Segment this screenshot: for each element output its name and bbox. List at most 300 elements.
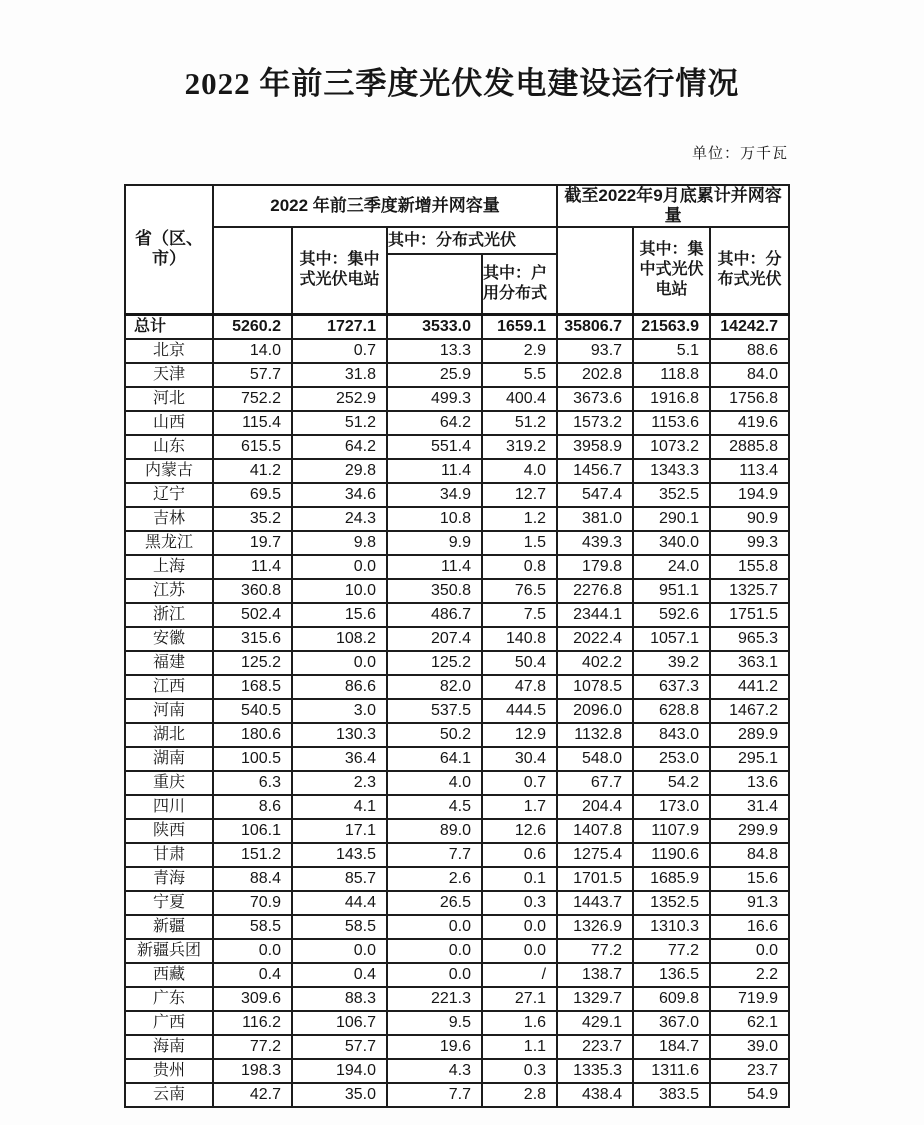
table-row — [125, 579, 789, 603]
value-cell: 202.8 — [557, 363, 633, 387]
subheader-cumulative-centralized: 其中：集中式光伏电站 — [633, 227, 710, 314]
table-row — [125, 675, 789, 699]
value-cell: 198.3 — [213, 1059, 292, 1083]
value-cell: 383.5 — [633, 1083, 710, 1107]
value-cell: 70.9 — [213, 891, 292, 915]
value-cell: 10.8 — [387, 507, 482, 531]
value-cell: 402.2 — [557, 651, 633, 675]
value-cell: 2.3 — [292, 771, 387, 795]
value-cell: 14.0 — [213, 339, 292, 363]
table-row — [125, 699, 789, 723]
table-row — [125, 627, 789, 651]
value-cell: 441.2 — [710, 675, 789, 699]
value-cell: 173.0 — [633, 795, 710, 819]
table-row — [125, 507, 789, 531]
value-cell: 90.9 — [710, 507, 789, 531]
value-cell: 547.4 — [557, 483, 633, 507]
value-cell: 50.2 — [387, 723, 482, 747]
province-cell: 青海 — [125, 867, 213, 891]
value-cell: 537.5 — [387, 699, 482, 723]
value-cell: 1751.5 — [710, 603, 789, 627]
value-cell: 1153.6 — [633, 411, 710, 435]
value-cell: 35.2 — [213, 507, 292, 531]
value-cell: 58.5 — [292, 915, 387, 939]
value-cell: 0.0 — [292, 555, 387, 579]
value-cell: 21563.9 — [633, 314, 710, 339]
table-row — [125, 459, 789, 483]
value-cell: 548.0 — [557, 747, 633, 771]
province-cell: 黑龙江 — [125, 531, 213, 555]
value-cell: 1407.8 — [557, 819, 633, 843]
value-cell: 4.0 — [387, 771, 482, 795]
province-cell: 陕西 — [125, 819, 213, 843]
value-cell: 319.2 — [482, 435, 557, 459]
value-cell: 1275.4 — [557, 843, 633, 867]
value-cell: 221.3 — [387, 987, 482, 1011]
blank-header-cell-cumulative-total — [557, 227, 633, 314]
value-cell: 0.0 — [292, 939, 387, 963]
value-cell: 7.7 — [387, 1083, 482, 1107]
value-cell: 151.2 — [213, 843, 292, 867]
value-cell: 1107.9 — [633, 819, 710, 843]
value-cell: 23.7 — [710, 1059, 789, 1083]
subheader-cumulative-distributed: 其中：分布式光伏 — [710, 227, 789, 314]
value-cell: 3.0 — [292, 699, 387, 723]
table-row — [125, 1083, 789, 1107]
value-cell: 13.3 — [387, 339, 482, 363]
value-cell: 363.1 — [710, 651, 789, 675]
value-cell: 44.4 — [292, 891, 387, 915]
value-cell: 10.0 — [292, 579, 387, 603]
value-cell: 204.4 — [557, 795, 633, 819]
table-header — [125, 185, 789, 314]
value-cell: 438.4 — [557, 1083, 633, 1107]
table-row — [125, 651, 789, 675]
value-cell: 1916.8 — [633, 387, 710, 411]
value-cell: 0.6 — [482, 843, 557, 867]
value-cell: 88.4 — [213, 867, 292, 891]
province-cell: 广西 — [125, 1011, 213, 1035]
table-row — [125, 939, 789, 963]
value-cell: 77.2 — [557, 939, 633, 963]
value-cell: 3958.9 — [557, 435, 633, 459]
value-cell: 17.1 — [292, 819, 387, 843]
value-cell: 289.9 — [710, 723, 789, 747]
value-cell: 13.6 — [710, 771, 789, 795]
value-cell: 143.5 — [292, 843, 387, 867]
value-cell: 4.3 — [387, 1059, 482, 1083]
value-cell: 51.2 — [482, 411, 557, 435]
province-cell: 贵州 — [125, 1059, 213, 1083]
table-row — [125, 987, 789, 1011]
value-cell: 0.4 — [213, 963, 292, 987]
table-row — [125, 1035, 789, 1059]
value-cell: 7.5 — [482, 603, 557, 627]
value-cell: 1573.2 — [557, 411, 633, 435]
value-cell: 340.0 — [633, 531, 710, 555]
value-cell: 26.5 — [387, 891, 482, 915]
value-cell: 0.8 — [482, 555, 557, 579]
value-cell: 5.5 — [482, 363, 557, 387]
province-cell: 安徽 — [125, 627, 213, 651]
pv-capacity-table — [124, 184, 790, 1108]
value-cell: 419.6 — [710, 411, 789, 435]
value-cell: 4.5 — [387, 795, 482, 819]
blank-header-cell-new-total — [213, 227, 292, 314]
value-cell: 54.2 — [633, 771, 710, 795]
value-cell: 51.2 — [292, 411, 387, 435]
table-row — [125, 363, 789, 387]
value-cell: 34.6 — [292, 483, 387, 507]
province-cell: 广东 — [125, 987, 213, 1011]
value-cell: 2885.8 — [710, 435, 789, 459]
value-cell: 34.9 — [387, 483, 482, 507]
value-cell: 2096.0 — [557, 699, 633, 723]
value-cell: 1701.5 — [557, 867, 633, 891]
value-cell: 637.3 — [633, 675, 710, 699]
province-cell: 山东 — [125, 435, 213, 459]
value-cell: 0.7 — [292, 339, 387, 363]
value-cell: 1685.9 — [633, 867, 710, 891]
value-cell: 253.0 — [633, 747, 710, 771]
value-cell: 77.2 — [213, 1035, 292, 1059]
group-header-new-capacity: 2022 年前三季度新增并网容量 — [213, 185, 557, 227]
value-cell: 14242.7 — [710, 314, 789, 339]
value-cell: 29.8 — [292, 459, 387, 483]
value-cell: 39.2 — [633, 651, 710, 675]
province-cell: 总计 — [125, 314, 213, 339]
province-cell: 福建 — [125, 651, 213, 675]
page-title: 2022 年前三季度光伏发电建设运行情况 — [184, 66, 740, 101]
value-cell: 628.8 — [633, 699, 710, 723]
table-row — [125, 435, 789, 459]
value-cell: 1659.1 — [482, 314, 557, 339]
table-row — [125, 747, 789, 771]
value-cell: 0.0 — [482, 939, 557, 963]
header-row-1 — [125, 185, 789, 227]
value-cell: 62.1 — [710, 1011, 789, 1035]
value-cell: 39.0 — [710, 1035, 789, 1059]
value-cell: 116.2 — [213, 1011, 292, 1035]
value-cell: 30.4 — [482, 747, 557, 771]
value-cell: 24.3 — [292, 507, 387, 531]
value-cell: 6.3 — [213, 771, 292, 795]
value-cell: 76.5 — [482, 579, 557, 603]
value-cell: 54.9 — [710, 1083, 789, 1107]
value-cell: 179.8 — [557, 555, 633, 579]
value-cell: 592.6 — [633, 603, 710, 627]
value-cell: 429.1 — [557, 1011, 633, 1035]
value-cell: 381.0 — [557, 507, 633, 531]
value-cell: 1190.6 — [633, 843, 710, 867]
value-cell: 1078.5 — [557, 675, 633, 699]
value-cell: 91.3 — [710, 891, 789, 915]
value-cell: 3673.6 — [557, 387, 633, 411]
value-cell: 64.2 — [387, 411, 482, 435]
value-cell: 106.7 — [292, 1011, 387, 1035]
value-cell: 93.7 — [557, 339, 633, 363]
province-cell: 江西 — [125, 675, 213, 699]
group-header-cumulative-capacity: 截至2022年9月底累计并网容量 — [557, 185, 789, 227]
table-row — [125, 1011, 789, 1035]
province-cell: 江苏 — [125, 579, 213, 603]
value-cell: 1073.2 — [633, 435, 710, 459]
value-cell: 223.7 — [557, 1035, 633, 1059]
value-cell: 1329.7 — [557, 987, 633, 1011]
value-cell: 64.2 — [292, 435, 387, 459]
value-cell: 180.6 — [213, 723, 292, 747]
value-cell: 2.6 — [387, 867, 482, 891]
value-cell: 2276.8 — [557, 579, 633, 603]
value-cell: 31.4 — [710, 795, 789, 819]
table-row — [125, 555, 789, 579]
province-cell: 辽宁 — [125, 483, 213, 507]
value-cell: 82.0 — [387, 675, 482, 699]
table-body — [125, 314, 789, 1107]
value-cell: 1132.8 — [557, 723, 633, 747]
value-cell: 19.6 — [387, 1035, 482, 1059]
province-cell: 山西 — [125, 411, 213, 435]
value-cell: 19.7 — [213, 531, 292, 555]
value-cell: 360.8 — [213, 579, 292, 603]
value-cell: 9.9 — [387, 531, 482, 555]
unit-label: 单位：万千瓦 — [691, 146, 788, 162]
province-cell: 海南 — [125, 1035, 213, 1059]
value-cell: 367.0 — [633, 1011, 710, 1035]
value-cell: 31.8 — [292, 363, 387, 387]
value-cell: 2022.4 — [557, 627, 633, 651]
value-cell: 86.6 — [292, 675, 387, 699]
value-cell: 843.0 — [633, 723, 710, 747]
value-cell: 155.8 — [710, 555, 789, 579]
province-cell: 西藏 — [125, 963, 213, 987]
value-cell: 41.2 — [213, 459, 292, 483]
value-cell: 47.8 — [482, 675, 557, 699]
value-cell: 136.5 — [633, 963, 710, 987]
value-cell: 1.6 — [482, 1011, 557, 1035]
value-cell: 88.6 — [710, 339, 789, 363]
value-cell: 125.2 — [213, 651, 292, 675]
value-cell: 2344.1 — [557, 603, 633, 627]
value-cell: 540.5 — [213, 699, 292, 723]
province-cell: 上海 — [125, 555, 213, 579]
province-column-header: 省（区、市） — [125, 185, 213, 314]
value-cell: 24.0 — [633, 555, 710, 579]
value-cell: 118.8 — [633, 363, 710, 387]
value-cell: 2.8 — [482, 1083, 557, 1107]
value-cell: 951.1 — [633, 579, 710, 603]
value-cell: 15.6 — [292, 603, 387, 627]
province-cell: 新疆 — [125, 915, 213, 939]
province-cell: 吉林 — [125, 507, 213, 531]
value-cell: 11.4 — [213, 555, 292, 579]
table-row — [125, 795, 789, 819]
value-cell: 84.8 — [710, 843, 789, 867]
value-cell: 11.4 — [387, 555, 482, 579]
value-cell: 77.2 — [633, 939, 710, 963]
province-cell: 浙江 — [125, 603, 213, 627]
value-cell: 67.7 — [557, 771, 633, 795]
value-cell: 12.6 — [482, 819, 557, 843]
value-cell: 290.1 — [633, 507, 710, 531]
value-cell: 1.5 — [482, 531, 557, 555]
value-cell: 84.0 — [710, 363, 789, 387]
table-row — [125, 771, 789, 795]
table-row — [125, 843, 789, 867]
value-cell: 69.5 — [213, 483, 292, 507]
province-cell: 河南 — [125, 699, 213, 723]
value-cell: 0.0 — [213, 939, 292, 963]
value-cell: 36.4 — [292, 747, 387, 771]
value-cell: 99.3 — [710, 531, 789, 555]
value-cell: 113.4 — [710, 459, 789, 483]
value-cell: 0.3 — [482, 1059, 557, 1083]
value-cell: 0.4 — [292, 963, 387, 987]
value-cell: 1343.3 — [633, 459, 710, 483]
value-cell: 1456.7 — [557, 459, 633, 483]
value-cell: 130.3 — [292, 723, 387, 747]
value-cell: 194.9 — [710, 483, 789, 507]
value-cell: 5.1 — [633, 339, 710, 363]
value-cell: 0.0 — [387, 915, 482, 939]
value-cell: 9.8 — [292, 531, 387, 555]
province-cell: 湖北 — [125, 723, 213, 747]
value-cell: 609.8 — [633, 987, 710, 1011]
value-cell: 35806.7 — [557, 314, 633, 339]
value-cell: 0.3 — [482, 891, 557, 915]
value-cell: 25.9 — [387, 363, 482, 387]
subheader-new-distributed: 其中：分布式光伏 — [387, 227, 557, 254]
province-cell: 内蒙古 — [125, 459, 213, 483]
value-cell: 16.6 — [710, 915, 789, 939]
value-cell: 1326.9 — [557, 915, 633, 939]
blank-header-cell-distributed-total — [387, 254, 482, 314]
value-cell: 138.7 — [557, 963, 633, 987]
value-cell: 299.9 — [710, 819, 789, 843]
value-cell: 64.1 — [387, 747, 482, 771]
value-cell: 106.1 — [213, 819, 292, 843]
table-row — [125, 387, 789, 411]
value-cell: / — [482, 963, 557, 987]
value-cell: 444.5 — [482, 699, 557, 723]
value-cell: 168.5 — [213, 675, 292, 699]
value-cell: 1.7 — [482, 795, 557, 819]
value-cell: 115.4 — [213, 411, 292, 435]
value-cell: 1057.1 — [633, 627, 710, 651]
value-cell: 719.9 — [710, 987, 789, 1011]
value-cell: 309.6 — [213, 987, 292, 1011]
province-cell: 天津 — [125, 363, 213, 387]
table-row — [125, 483, 789, 507]
table-row — [125, 339, 789, 363]
value-cell: 352.5 — [633, 483, 710, 507]
value-cell: 3533.0 — [387, 314, 482, 339]
value-cell: 140.8 — [482, 627, 557, 651]
value-cell: 57.7 — [213, 363, 292, 387]
value-cell: 1443.7 — [557, 891, 633, 915]
value-cell: 0.0 — [710, 939, 789, 963]
value-cell: 27.1 — [482, 987, 557, 1011]
province-cell: 重庆 — [125, 771, 213, 795]
subheader-new-centralized: 其中：集中式光伏电站 — [292, 227, 387, 314]
value-cell: 8.6 — [213, 795, 292, 819]
value-cell: 5260.2 — [213, 314, 292, 339]
value-cell: 400.4 — [482, 387, 557, 411]
value-cell: 4.1 — [292, 795, 387, 819]
subheader-new-household: 其中：户用分布式 — [482, 254, 557, 314]
value-cell: 2.2 — [710, 963, 789, 987]
province-cell: 河北 — [125, 387, 213, 411]
value-cell: 57.7 — [292, 1035, 387, 1059]
value-cell: 2.9 — [482, 339, 557, 363]
value-cell: 12.7 — [482, 483, 557, 507]
value-cell: 125.2 — [387, 651, 482, 675]
value-cell: 0.0 — [387, 963, 482, 987]
value-cell: 1756.8 — [710, 387, 789, 411]
value-cell: 100.5 — [213, 747, 292, 771]
value-cell: 0.0 — [387, 939, 482, 963]
value-cell: 42.7 — [213, 1083, 292, 1107]
province-cell: 甘肃 — [125, 843, 213, 867]
value-cell: 502.4 — [213, 603, 292, 627]
table-row — [125, 963, 789, 987]
province-cell: 北京 — [125, 339, 213, 363]
province-cell: 湖南 — [125, 747, 213, 771]
value-cell: 315.6 — [213, 627, 292, 651]
value-cell: 1352.5 — [633, 891, 710, 915]
value-cell: 1325.7 — [710, 579, 789, 603]
value-cell: 12.9 — [482, 723, 557, 747]
province-cell: 宁夏 — [125, 891, 213, 915]
value-cell: 1310.3 — [633, 915, 710, 939]
value-cell: 252.9 — [292, 387, 387, 411]
value-cell: 551.4 — [387, 435, 482, 459]
table-row — [125, 723, 789, 747]
value-cell: 350.8 — [387, 579, 482, 603]
value-cell: 0.0 — [292, 651, 387, 675]
value-cell: 108.2 — [292, 627, 387, 651]
value-cell: 439.3 — [557, 531, 633, 555]
table-row — [125, 1059, 789, 1083]
value-cell: 0.1 — [482, 867, 557, 891]
value-cell: 1335.3 — [557, 1059, 633, 1083]
value-cell: 295.1 — [710, 747, 789, 771]
value-cell: 89.0 — [387, 819, 482, 843]
province-cell: 四川 — [125, 795, 213, 819]
value-cell: 7.7 — [387, 843, 482, 867]
value-cell: 11.4 — [387, 459, 482, 483]
value-cell: 58.5 — [213, 915, 292, 939]
value-cell: 1467.2 — [710, 699, 789, 723]
header-row-2 — [125, 227, 789, 254]
table-row — [125, 531, 789, 555]
value-cell: 207.4 — [387, 627, 482, 651]
value-cell: 88.3 — [292, 987, 387, 1011]
value-cell: 85.7 — [292, 867, 387, 891]
value-cell: 194.0 — [292, 1059, 387, 1083]
table-row — [125, 819, 789, 843]
value-cell: 965.3 — [710, 627, 789, 651]
value-cell: 486.7 — [387, 603, 482, 627]
table-row — [125, 891, 789, 915]
value-cell: 1.1 — [482, 1035, 557, 1059]
value-cell: 615.5 — [213, 435, 292, 459]
value-cell: 752.2 — [213, 387, 292, 411]
value-cell: 4.0 — [482, 459, 557, 483]
province-cell: 新疆兵团 — [125, 939, 213, 963]
province-cell: 云南 — [125, 1083, 213, 1107]
table-row — [125, 411, 789, 435]
